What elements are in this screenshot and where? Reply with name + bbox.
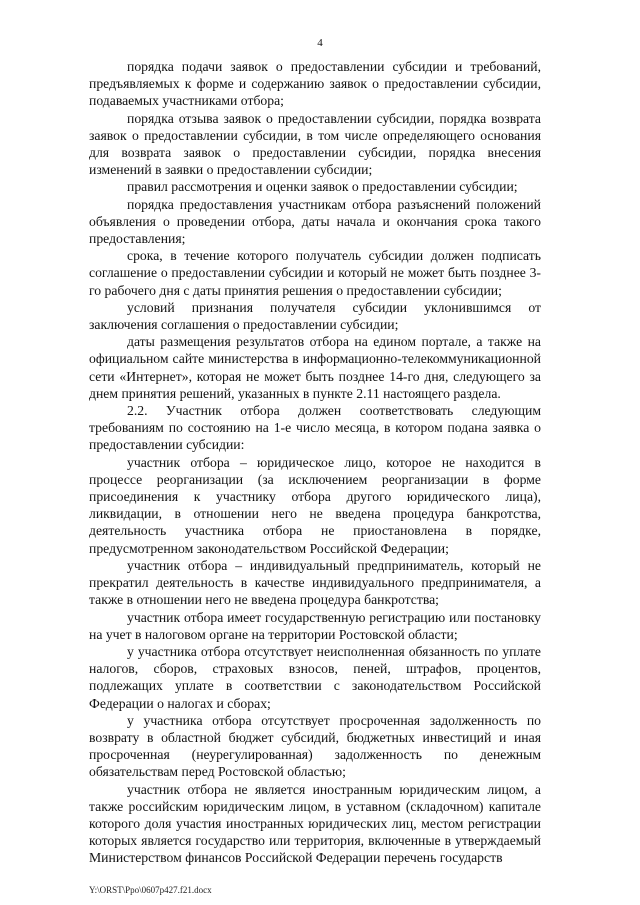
document-body	[89, 58, 541, 867]
paragraph: участник отбора не является иностранным юридическим лицом, а также российским юридическим лицом, в уставном (складочном) капитале которого доля участия иностранных юридических лиц, местом регистрации которых является государство или территория, включенные в утверждаемый Министерством финансов Российской Федерации перечень государств	[89, 781, 541, 866]
paragraph: участник отбора имеет государственную регистрацию или постановку на учет в налоговом органе на территории Ростовской области;	[89, 609, 541, 642]
paragraph: у участника отбора отсутствует неисполненная обязанность по уплате налогов, сборов, страховых взносов, пеней, штрафов, процентов, подлежащих уплате в соответствии с законодательством Российской Федерации о налогах и сборах;	[89, 643, 541, 711]
paragraph: у участника отбора отсутствует просроченная задолженность по возврату в областной бюджет субсидий, бюджетных инвестиций и иная просроченная (неурегулированная) задолженность по денежным обязательствам перед Ростовской областью;	[89, 712, 541, 780]
file-path-footer: Y:\ORST\Ppo\0607p427.f21.docx	[89, 885, 212, 895]
paragraph: порядка подачи заявок о предоставлении субсидии и требований, предъявляемых к форме и содержанию заявок о предоставлении субсидии, подаваемых участниками отбора;	[89, 59, 541, 109]
paragraph: участник отбора – индивидуальный предприниматель, который не прекратил деятельность в качестве индивидуального предпринимателя, а также в отношении него не введена процедура банкротства;	[89, 557, 541, 608]
paragraph: порядка отзыва заявок о предоставлении субсидии, порядка возврата заявок о предоставлении субсидии, в том числе определяющего основания для возврата заявок о предоставлении субсидии, порядка внесения изменений в заявки о предоставлении субсидии;	[89, 110, 541, 178]
page-number: 4	[317, 37, 323, 49]
paragraph: участник отбора – юридическое лицо, которое не находится в процессе реорганизации (за исключением реорганизации в форме присоединения к участнику отбора другого юридического лица), ликвидации, в отношении него не введена процедура банкротства, деятельность участника отбора не приостановлена в порядке, предусмотренном законодательством Российской Федерации;	[89, 454, 541, 556]
paragraph: порядка предоставления участникам отбора разъяснений положений объявления о проведении отбора, даты начала и окончания срока такого предоставления;	[89, 196, 541, 247]
paragraph: условий признания получателя субсидии уклонившимся от заключения соглашения о предоставлении субсидии;	[89, 299, 541, 333]
paragraph: 2.2. Участник отбора должен соответствовать следующим требованиям по состоянию на 1-е число месяца, в котором подана заявка о предоставлении субсидии:	[89, 403, 541, 453]
paragraph: даты размещения результатов отбора на едином портале, а также на официальном сайте министерства в информационно-телекоммуникационной сети «Интернет», которая не может быть позднее 14-го дня, следующего за днем принятия решений, указанных в пункте 2.11 настоящего раздела.	[89, 334, 541, 401]
paragraph: правил рассмотрения и оценки заявок о предоставлении субсидии;	[127, 179, 518, 195]
paragraph: срока, в течение которого получатель субсидии должен подписать соглашение о предоставлении субсидии и который не может быть позднее 3-го рабочего дня с даты принятия решения о предоставлении субсидии;	[89, 248, 541, 298]
